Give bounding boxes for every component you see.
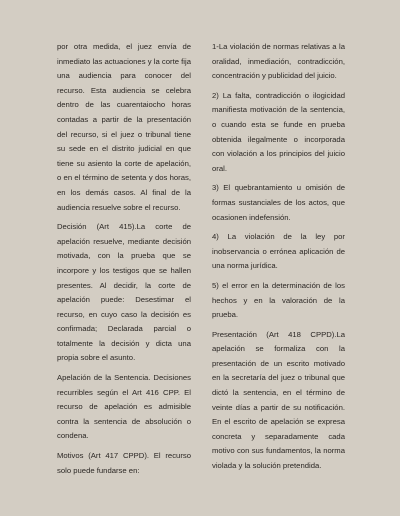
list-item-motivo-5: 5) el error en la determinación de los hechos y en la valoración de la prueba. xyxy=(212,280,345,320)
list-item-motivo-4: 4) La violación de la ley por inobservancia o errónea aplicación de una norma jurídica. xyxy=(212,232,345,271)
paragraph-decision: Decisión (Art 415).La corte de apelación resuelve, mediante decisión motivada, con la prueba que se incorpore y los testigos que se hallen presentes. Al decidir, la corte de apelación puede: Desestimar el recurso, en cuyo caso la decisión es confirmada; Declarada parcial o totalmente la decisión y dicta una propia sobre el asunto. xyxy=(57,222,191,363)
right-column xyxy=(212,40,345,479)
list-item-motivo-2: 2) La falta, contradicción o ilogicidad manifiesta motivación de la sentencia, o cuando esta se funde en prueba obtenida ilegalmente o incorporada con violación a los principios del juicio oral. xyxy=(212,90,345,173)
paragraph-audiencia: por otra medida, el juez envía de inmediato las actuaciones y la corte fija una audiencia para conocer del recurso. Esta audiencia se celebra dentro de las cuarentaiocho horas contadas a partir de la presentación del recurso, si el juez o tribunal tiene su sede en el distrito judicial en que tiene su asiento la corte de apelación, o en el término de setenta y dos horas, en los demás casos. Al final de la audiencia resuelve sobre el recurso. xyxy=(57,42,191,212)
list-item-motivo-3: 3) El quebrantamiento u omisión de formas sustanciales de los actos, que ocasionen indefensión. xyxy=(212,183,345,222)
paragraph-apelacion-sentencia: Apelación de la Sentencia. Decisiones recurribles según el Art 416 CPP. El recurso de apelación es admisible contra la sentencia de absolución o condena. xyxy=(57,373,191,441)
paragraph-motivos: Motivos (Art 417 CPPD). El recurso solo puede fundarse en: xyxy=(57,451,191,475)
left-column xyxy=(57,40,191,483)
list-item-motivo-1: 1-La violación de normas relativas a la oralidad, inmediación, contradicción, concentración y publicidad del juicio. xyxy=(212,42,345,81)
paragraph-presentacion: Presentación (Art 418 CPPD).La apelación se formaliza con la presentación de un escrito motivado en la secretaría del juez o tribunal que dictó la sentencia, en el término de veinte días a partir de su notificación. En el escrito de apelación se expresa concreta y separadamente cada motivo con sus fundamentos, la norma violada y la solución pretendida. xyxy=(212,329,345,471)
